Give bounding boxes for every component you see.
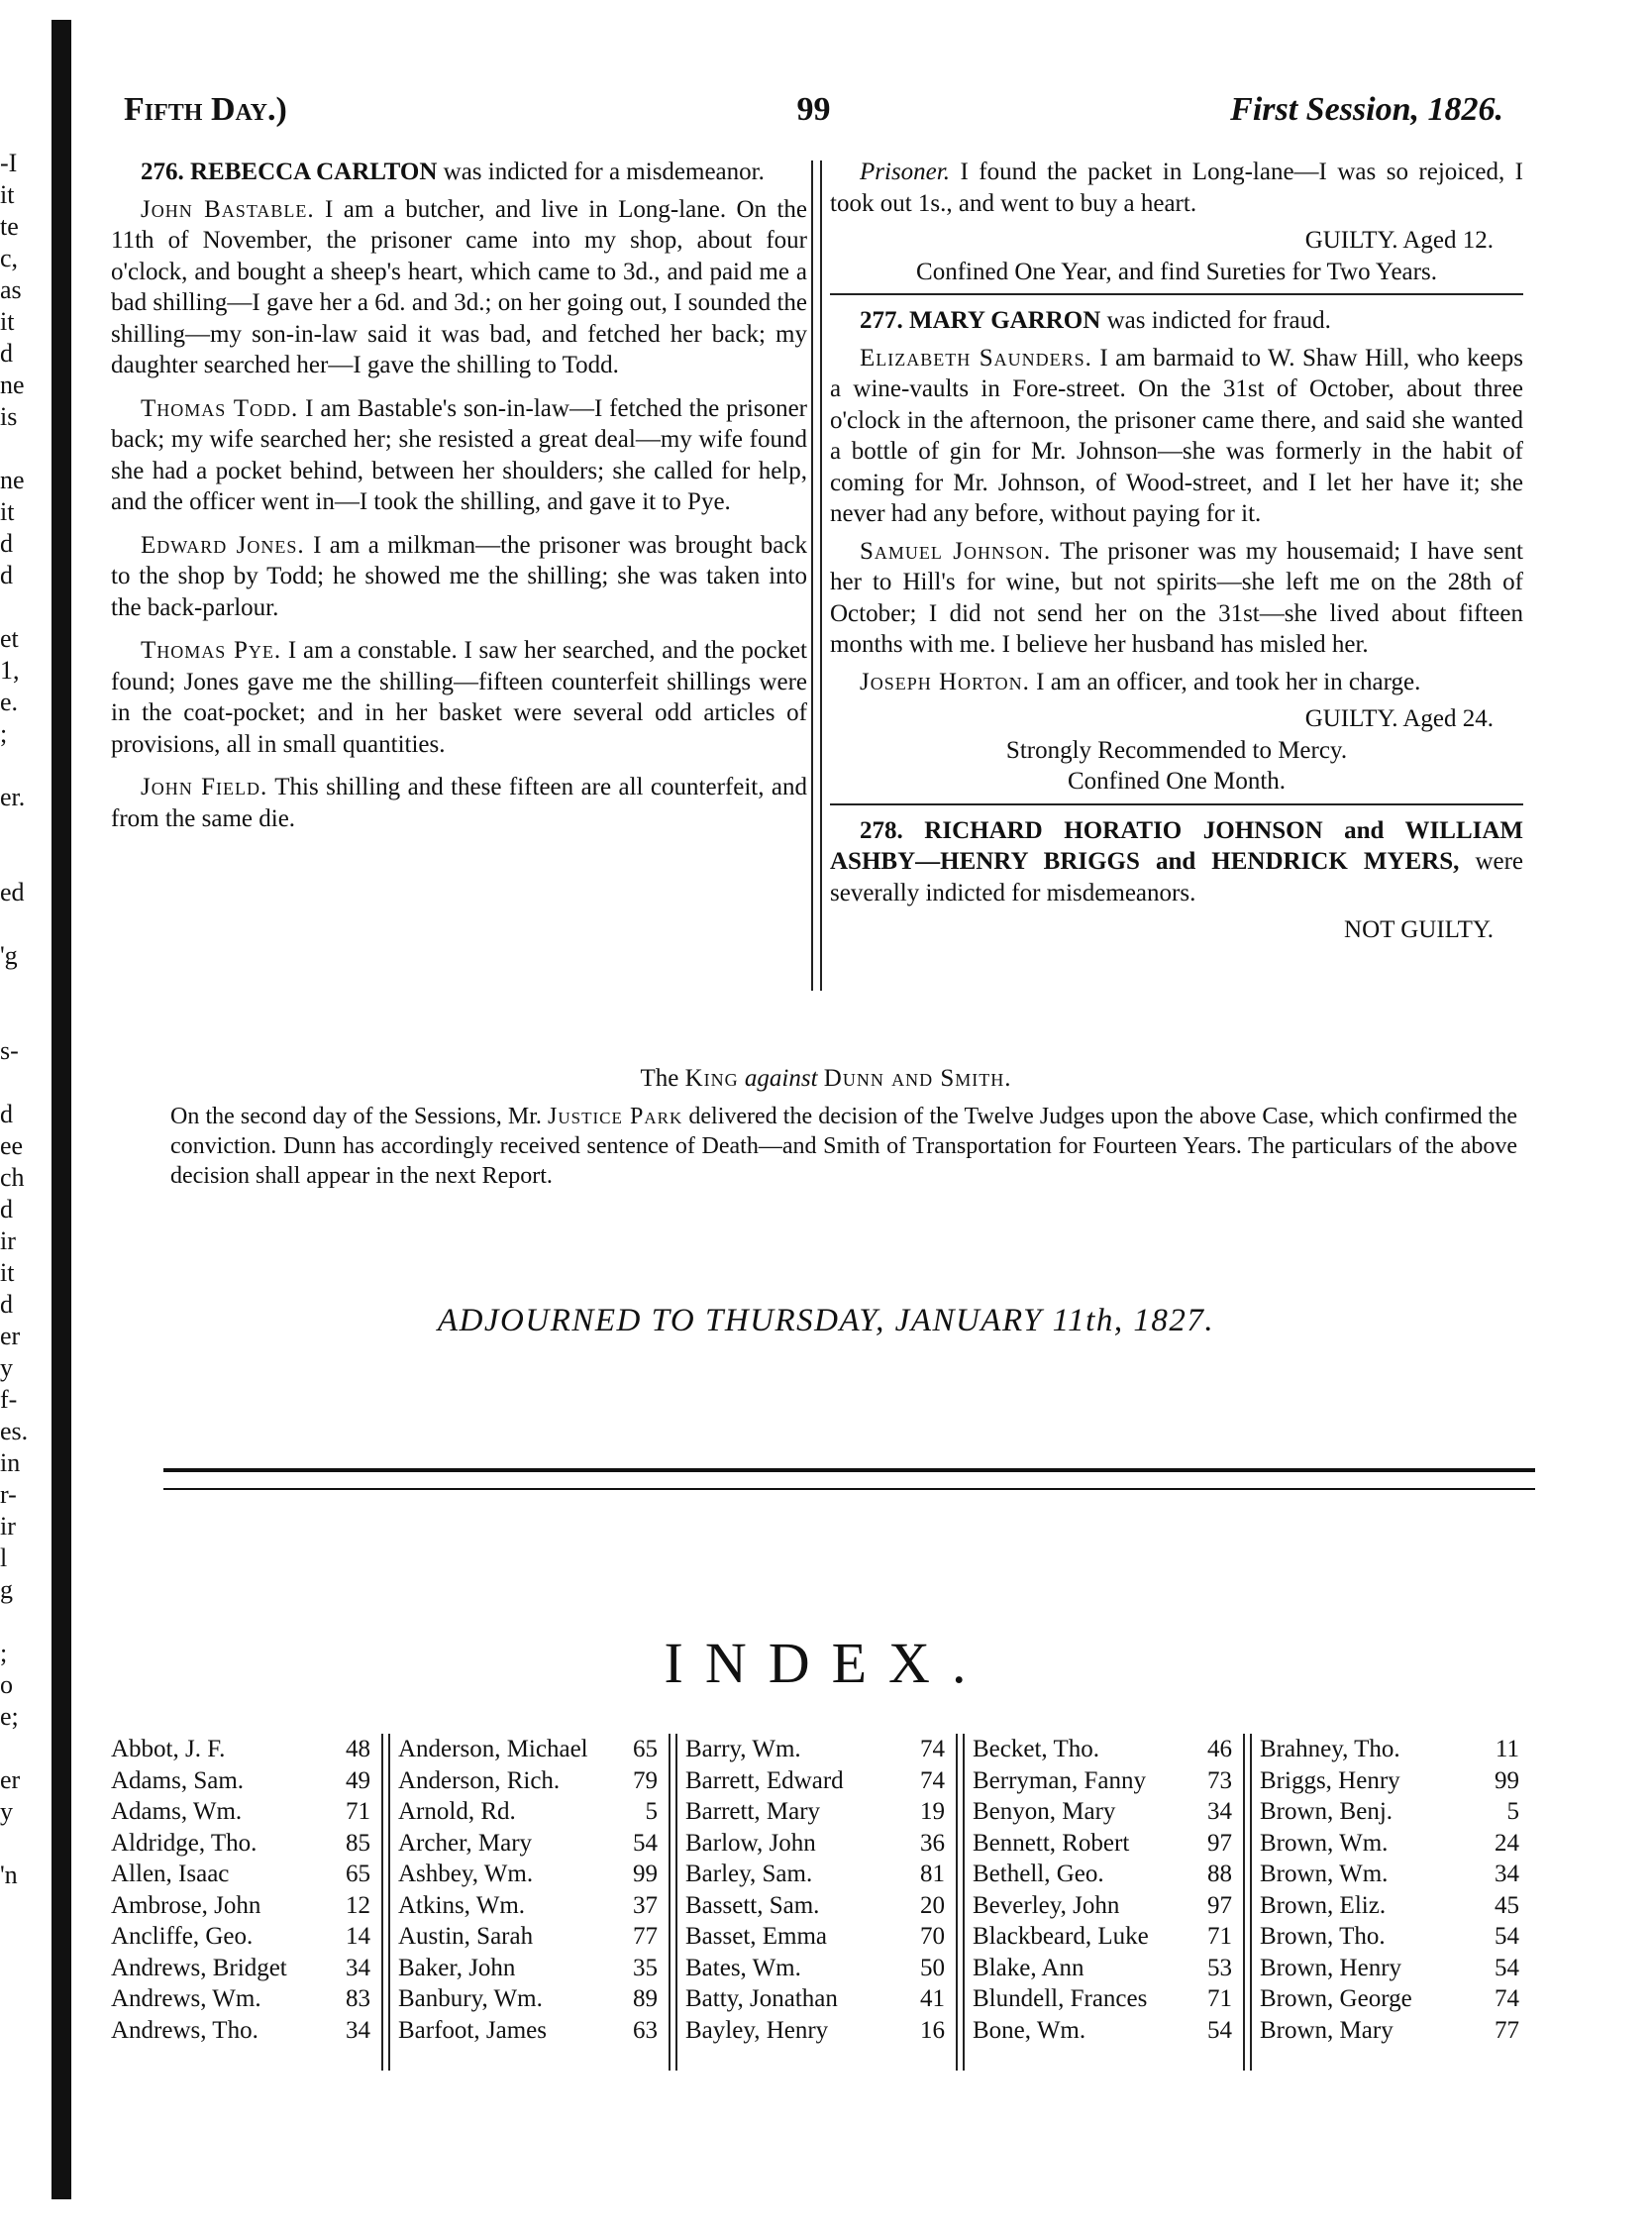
margin-fragment [0, 592, 40, 624]
margin-fragment: ch [0, 1163, 25, 1192]
index-entry [973, 1983, 1232, 2015]
margin-fragment: ed [0, 878, 25, 906]
margin-fragment: et [0, 624, 19, 653]
index-entry-page: 81 [920, 1861, 945, 1887]
verdict-276: GUILTY. Aged 12. [1304, 227, 1494, 254]
index-entry-page: 24 [1495, 1829, 1519, 1857]
index-entry-name: Barrett, Mary [685, 1798, 821, 1825]
witness-name: Samuel Johnson. [860, 537, 1052, 565]
index-entry [685, 1890, 945, 1922]
index-entry-name: Basset, Emma [685, 1923, 828, 1950]
margin-fragment: ir [0, 1512, 16, 1541]
page-header [124, 91, 1503, 136]
index-entry-page: 46 [1207, 1736, 1232, 1762]
index-entry [1260, 1796, 1519, 1828]
margin-fragment [0, 1829, 40, 1861]
prisoner-label: Prisoner. [860, 159, 950, 185]
index-entry-page: 88 [1207, 1861, 1232, 1887]
notice-title-against: against [744, 1065, 818, 1092]
margin-fragment: es. [0, 1417, 29, 1445]
index-entry-page: 74 [920, 1736, 945, 1762]
binding-shadow [52, 20, 71, 2199]
index-entry-page: 37 [633, 1891, 658, 1919]
margin-fragment: -I [0, 149, 18, 177]
index-entry-name: Abbot, J. F. [111, 1736, 226, 1762]
index-entry [398, 1765, 658, 1797]
margin-fragment: r- [0, 1480, 17, 1509]
index-entry [398, 1828, 658, 1860]
index-entry-name: Anderson, Michael [398, 1736, 588, 1762]
index-entry [111, 1765, 370, 1797]
witness-name: John Field. [141, 774, 268, 800]
notice-body-post: delivered the decision of the Twelve Judges upon the above Case, which confirmed the conviction. Dunn has accordingly received sentence of Death—and Smith of Transportation for Fourteen Years. The particulars of the above decision shall appear in the next Report. [170, 1104, 1518, 1189]
case-separator [830, 803, 1523, 805]
index-entry-page: 83 [346, 1985, 370, 2012]
index-entry-page: 11 [1495, 1736, 1519, 1762]
index-entry [973, 1890, 1232, 1922]
index-entry-name: Brown, Tho. [1260, 1923, 1386, 1950]
index-entry-name: Bethell, Geo. [973, 1861, 1104, 1887]
notice-title [0, 1065, 1652, 1093]
margin-fragment: d [0, 1100, 13, 1128]
index-entry-page: 12 [346, 1891, 370, 1919]
index-entry-name: Brown, Eliz. [1260, 1891, 1387, 1919]
margin-fragment: g [0, 1575, 13, 1604]
index-entry [685, 1796, 945, 1828]
witness-name: Thomas Todd. [141, 394, 299, 422]
index-entry-name: Barley, Sam. [685, 1861, 813, 1887]
testimony-text: I am barmaid to W. Shaw Hill, who keeps a wine-vaults in Fore-street. On the 31st of October, about three o'clock in the afternoon, the prisoner came there, and said she wanted a bottle of gin for Mr. Johnson—she was formerly in the habit of coming for Mr. Johnson, of Wood-street, and I let her have it; she never had any before, without paying for it. [830, 344, 1523, 527]
index-entry [1260, 1734, 1519, 1765]
index-entry-page: 50 [920, 1954, 945, 1981]
index-column-divider [381, 1734, 390, 2071]
index-entry-name: Ambrose, John [111, 1891, 261, 1919]
index-entry [973, 1765, 1232, 1797]
index-entry-page: 14 [346, 1923, 370, 1950]
margin-fragment: te [0, 212, 19, 241]
witness-testimony [111, 635, 807, 760]
index-entry [685, 1953, 945, 1984]
index-entry-page: 63 [633, 2016, 658, 2044]
notice-body-pre: On the second day of the Sessions, Mr. [170, 1104, 542, 1129]
index-entry-name: Andrews, Wm. [111, 1985, 261, 2012]
index-entry-name: Barry, Wm. [685, 1736, 801, 1762]
index-entry-name: Brown, Mary [1260, 2016, 1394, 2044]
margin-fragment: d [0, 1195, 13, 1224]
case-277-heading [830, 305, 1523, 337]
index-entry-page: 79 [633, 1766, 658, 1794]
index-entry-name: Barrett, Edward [685, 1766, 844, 1794]
index-entry [685, 1859, 945, 1890]
index-entry [1260, 1921, 1519, 1953]
index-entry-page: 34 [346, 1954, 370, 1981]
margin-fragment: 'n [0, 1861, 18, 1889]
margin-fragment: f- [0, 1385, 18, 1414]
testimony-text: The prisoner was my housemaid; I have sent her to Hill's for wine, but not spirits—she left me on the 28th of October; I did not send her on the 31st—she lived about fifteen months with me. I believe her husband has misled her. [830, 537, 1523, 658]
index-entry [398, 1921, 658, 1953]
margin-fragment: 1, [0, 656, 20, 685]
index-entry-name: Brown, Henry [1260, 1954, 1402, 1981]
margin-fragment: e. [0, 688, 19, 716]
index-entry-page: 48 [346, 1736, 370, 1762]
margin-fragment [0, 751, 40, 783]
notice-paragraph [170, 1102, 1517, 1191]
index-entry-page: 99 [633, 1861, 658, 1887]
index-entry-page: 19 [920, 1798, 945, 1825]
index-entry-page: 5 [1506, 1798, 1519, 1825]
index-entry-page: 54 [1207, 2016, 1232, 2044]
index-entry-name: Ashbey, Wm. [398, 1861, 534, 1887]
index-entry [1260, 1765, 1519, 1797]
right-column [830, 157, 1523, 946]
testimony-text: I am a constable. I saw her searched, and the pocket found; Jones gave me the shilling—fifteen counterfeit shillings were in the coat-pocket; and in her basket were several odd articles of provisions, all in small quantities. [111, 637, 808, 758]
index-entry-page: 16 [920, 2016, 945, 2044]
index-entry [111, 1734, 370, 1765]
index-entry-name: Brown, George [1260, 1985, 1412, 2012]
index-entry-page: 77 [633, 1923, 658, 1950]
index-entry [111, 1796, 370, 1828]
margin-fragment: ; [0, 1639, 8, 1667]
index-entry [973, 1734, 1232, 1765]
indictment-text: were severally indicted for misdemeanors. [830, 848, 1524, 906]
margin-fragment: it [0, 1258, 15, 1287]
index-entry [685, 1983, 945, 2015]
index-entry-name: Anderson, Rich. [398, 1766, 561, 1794]
index-entry-name: Austin, Sarah [398, 1923, 534, 1950]
defendant-name: REBECCA CARLTON [190, 159, 438, 185]
witness-testimony [111, 772, 807, 834]
index-entry-name: Banbury, Wm. [398, 1985, 543, 2012]
index-title: INDEX. [664, 1631, 988, 1695]
witness-testimony [111, 393, 807, 518]
case-278-heading [830, 815, 1523, 909]
margin-fragment: ee [0, 1131, 24, 1160]
index-entry-name: Berryman, Fanny [973, 1766, 1146, 1794]
margin-fragment [0, 1005, 40, 1036]
margin-fragment: d [0, 1290, 13, 1319]
index-entry [685, 1828, 945, 1860]
index-entry-page: 99 [1495, 1766, 1519, 1794]
statement-text: I found the packet in Long-lane—I was so rejoiced, I took out 1s., and went to buy a heart. [830, 159, 1524, 217]
defendant-names: RICHARD HORATIO JOHNSON and WILLIAM ASHBY—HENRY BRIGGS and HENDRICK MYERS, [830, 816, 1523, 875]
index-entry-name: Batty, Jonathan [685, 1985, 838, 2012]
index-column-5 [1260, 1734, 1519, 2046]
index-entry-page: 97 [1207, 1829, 1232, 1857]
margin-fragment: o [0, 1670, 13, 1699]
index-entry-page: 71 [1207, 1985, 1232, 2012]
index-entry-name: Brown, Wm. [1260, 1861, 1389, 1887]
case-276-heading [111, 157, 807, 188]
index-column-divider [956, 1734, 965, 2071]
index-entry-page: 54 [1495, 1923, 1519, 1950]
notice-title-pre: The [640, 1065, 679, 1092]
indictment-text: was indicted for a misdemeanor. [443, 159, 765, 185]
index-entry-page: 20 [920, 1891, 945, 1919]
margin-fragment: ne [0, 371, 25, 399]
index-column-2 [398, 1734, 658, 2046]
index-entry-page: 74 [1495, 1985, 1519, 2012]
index-entry-name: Adams, Sam. [111, 1766, 245, 1794]
index-entry [111, 1983, 370, 2015]
index-entry-name: Allen, Isaac [111, 1861, 230, 1887]
index-entry-page: 49 [346, 1766, 370, 1794]
recommendation-277: Strongly Recommended to Mercy. [1005, 736, 1348, 764]
margin-fragment: it [0, 180, 15, 209]
index-entry-name: Arnold, Rd. [398, 1798, 516, 1825]
index-entry [1260, 1983, 1519, 2015]
index-entry [973, 1796, 1232, 1828]
index-entry [111, 1890, 370, 1922]
index-entry [398, 1953, 658, 1984]
index-entry [111, 1921, 370, 1953]
index-entry-name: Aldridge, Tho. [111, 1829, 258, 1857]
margin-fragment: y [0, 1353, 13, 1382]
margin-fragment: ; [0, 719, 8, 748]
notice-title-parties: Dunn and Smith. [823, 1065, 1012, 1092]
index-entry-page: 77 [1495, 2016, 1519, 2044]
index-entry-page: 5 [645, 1798, 658, 1825]
index-entry-page: 34 [1495, 1861, 1519, 1887]
index-entry [973, 1828, 1232, 1860]
index-entry-name: Brown, Wm. [1260, 1829, 1389, 1857]
index-entry [111, 1859, 370, 1890]
index-entry-name: Bassett, Sam. [685, 1891, 820, 1919]
witness-name: Thomas Pye. [141, 637, 282, 664]
index-entry-page: 34 [346, 2016, 370, 2044]
margin-fragment: c, [0, 244, 19, 272]
index-entry-name: Bates, Wm. [685, 1954, 801, 1981]
index-entry [398, 1796, 658, 1828]
witness-name: Elizabeth Saunders. [860, 344, 1092, 372]
margin-fragment: e; [0, 1702, 19, 1731]
margin-fragment: is [0, 402, 18, 431]
index-entry-name: Archer, Mary [398, 1829, 533, 1857]
margin-fragment: 'g [0, 941, 18, 970]
margin-fragment: in [0, 1448, 21, 1477]
index-entry [398, 1859, 658, 1890]
index-entry-name: Benyon, Mary [973, 1798, 1116, 1825]
section-double-rule [163, 1468, 1535, 1490]
testimony-text: I am a milkman—the prisoner was brought back to the shop by Todd; he showed me the shilling; she was taken into the back-parlour. [111, 531, 807, 621]
index-entry-page: 54 [633, 1829, 658, 1857]
index-entry-page: 65 [346, 1861, 370, 1887]
margin-fragment [0, 814, 40, 846]
index-entry-name: Andrews, Bridget [111, 1954, 287, 1981]
page-number: 99 [796, 91, 831, 128]
witness-testimony [830, 667, 1523, 698]
index-entry-name: Baker, John [398, 1954, 516, 1981]
witness-testimony [830, 343, 1523, 530]
case-number: 278. [860, 816, 903, 844]
prisoner-statement [830, 157, 1523, 219]
index-entry-page: 65 [633, 1736, 658, 1762]
index-entry-page: 89 [633, 1985, 658, 2012]
witness-testimony [111, 530, 807, 624]
verdict-278: NOT GUILTY. [1344, 916, 1494, 943]
adjournment-notice: ADJOURNED TO THURSDAY, JANUARY 11th, 1827. [437, 1303, 1215, 1338]
index-entry-page: 41 [920, 1985, 945, 2012]
margin-fragment: s- [0, 1036, 19, 1065]
case-number: 276. [141, 159, 184, 185]
judge-name: Justice Park [548, 1104, 683, 1129]
index-entry-page: 34 [1207, 1798, 1232, 1825]
index-entry-page: 73 [1207, 1766, 1232, 1794]
index-entry [398, 2015, 658, 2047]
index-entry [685, 1734, 945, 1765]
index-column-3 [685, 1734, 945, 2046]
index-entry-name: Adams, Wm. [111, 1798, 243, 1825]
witness-name: Edward Jones. [141, 531, 305, 559]
testimony-text: This shilling and these fifteen are all counterfeit, and from the same die. [111, 774, 807, 832]
index-entry [111, 2015, 370, 2047]
left-column [111, 157, 807, 846]
notice-title-king: King [684, 1065, 739, 1092]
margin-fragment: ne [0, 466, 25, 494]
index-entry [111, 1953, 370, 1984]
index-entry [1260, 1953, 1519, 1984]
index-entry-name: Becket, Tho. [973, 1736, 1099, 1762]
index-entry-page: 71 [1207, 1923, 1232, 1950]
index-entry-name: Briggs, Henry [1260, 1766, 1400, 1794]
margin-fragment [0, 1734, 40, 1765]
margin-fragment: d [0, 339, 13, 368]
index-entry-page: 36 [920, 1829, 945, 1857]
index-entry [973, 1859, 1232, 1890]
case-number: 277. [860, 307, 903, 334]
index-entry-name: Beverley, John [973, 1891, 1120, 1919]
margin-fragment [0, 909, 40, 941]
column-divider [811, 160, 822, 991]
index-entry-name: Barlow, John [685, 1829, 816, 1857]
index-column-divider [669, 1734, 677, 2071]
running-head-day: Fifth Day.) [124, 91, 287, 128]
index-entry-page: 35 [633, 1954, 658, 1981]
case-separator [830, 293, 1523, 295]
margin-fragment: d [0, 529, 13, 558]
margin-fragment [0, 973, 40, 1005]
index-entry [398, 1983, 658, 2015]
indictment-text: was indicted for fraud. [1106, 307, 1331, 334]
margin-fragment: l [0, 1543, 8, 1572]
index-entry-page: 45 [1495, 1891, 1519, 1919]
running-head-session: First Session, 1826. [1230, 91, 1503, 128]
index-entry [973, 1953, 1232, 1984]
sentence-276: Confined One Year, and find Sureties for Two Years. [916, 258, 1437, 285]
index-entry [973, 2015, 1232, 2047]
index-entry [973, 1921, 1232, 1953]
index-entry-page: 70 [920, 1923, 945, 1950]
witness-name: Joseph Horton. [860, 668, 1030, 695]
index-entry [685, 1921, 945, 1953]
margin-fragment: er [0, 1322, 21, 1350]
witness-name: John Bastable. [141, 195, 315, 223]
index-entry-name: Blackbeard, Luke [973, 1923, 1149, 1950]
index-entry [398, 1890, 658, 1922]
margin-fragment: er. [0, 783, 26, 811]
index-entry [1260, 2015, 1519, 2047]
index-column-1 [111, 1734, 370, 2046]
witness-testimony [111, 194, 807, 381]
index-column-4 [973, 1734, 1232, 2046]
index-entry-name: Blake, Ann [973, 1954, 1084, 1981]
margin-fragment: ir [0, 1226, 16, 1255]
margin-fragment [0, 846, 40, 878]
index-entry-page: 71 [346, 1798, 370, 1825]
index-entry-name: Barfoot, James [398, 2016, 547, 2044]
index-entry-name: Bayley, Henry [685, 2016, 829, 2044]
index-entry [1260, 1828, 1519, 1860]
margin-fragment: er [0, 1765, 21, 1794]
index-entry-name: Andrews, Tho. [111, 2016, 258, 2044]
index-entry-name: Brown, Benj. [1260, 1798, 1394, 1825]
index-entry-name: Bone, Wm. [973, 2016, 1086, 2044]
index-entry-page: 54 [1495, 1954, 1519, 1981]
index-entry [1260, 1859, 1519, 1890]
testimony-text: I am an officer, and took her in charge. [1036, 668, 1421, 695]
index-entry-name: Brahney, Tho. [1260, 1736, 1400, 1762]
witness-testimony [830, 536, 1523, 661]
index-entry [685, 1765, 945, 1797]
index-entry-page: 74 [920, 1766, 945, 1794]
index-entry-name: Ancliffe, Geo. [111, 1923, 254, 1950]
sentence-277: Confined One Month. [1067, 768, 1287, 795]
margin-fragment: y [0, 1797, 13, 1826]
verdict-277: GUILTY. Aged 24. [1304, 705, 1494, 732]
index-column-divider [1243, 1734, 1252, 2071]
margin-fragment: it [0, 497, 15, 526]
margin-fragment [0, 434, 40, 466]
testimony-text: I am Bastable's son-in-law—I fetched the prisoner back; my wife searched her; she resisted a great deal—my wife found she had a pocket behind, between her shoulders; she called for help, and the officer went in—I took the shilling, and gave it to Pye. [111, 394, 807, 515]
index-entry [398, 1734, 658, 1765]
index-entry [685, 2015, 945, 2047]
index-entry [111, 1828, 370, 1860]
defendant-name: MARY GARRON [909, 307, 1101, 334]
margin-fragment: d [0, 561, 13, 589]
notice-body [170, 1102, 1517, 1191]
index-entry-name: Bennett, Robert [973, 1829, 1130, 1857]
index-entry-page: 97 [1207, 1891, 1232, 1919]
index-entry-page: 53 [1207, 1954, 1232, 1981]
index-entry [1260, 1890, 1519, 1922]
index-entry-page: 85 [346, 1829, 370, 1857]
testimony-text: I am a butcher, and live in Long-lane. On the 11th of November, the prisoner came into my shop, about four o'clock, and bought a sheep's heart, which came to 3d., and paid me a bad shilling—I gave her a 6d. and 3d.; on her going out, I sounded the shilling—my son-in-law said it was bad, and fetched her back; my daughter searched her—I gave the shilling to Todd. [111, 195, 808, 378]
index-entry-name: Blundell, Frances [973, 1985, 1148, 2012]
margin-fragment: as [0, 275, 22, 304]
margin-fragment: it [0, 307, 15, 336]
index-entry-name: Atkins, Wm. [398, 1891, 526, 1919]
